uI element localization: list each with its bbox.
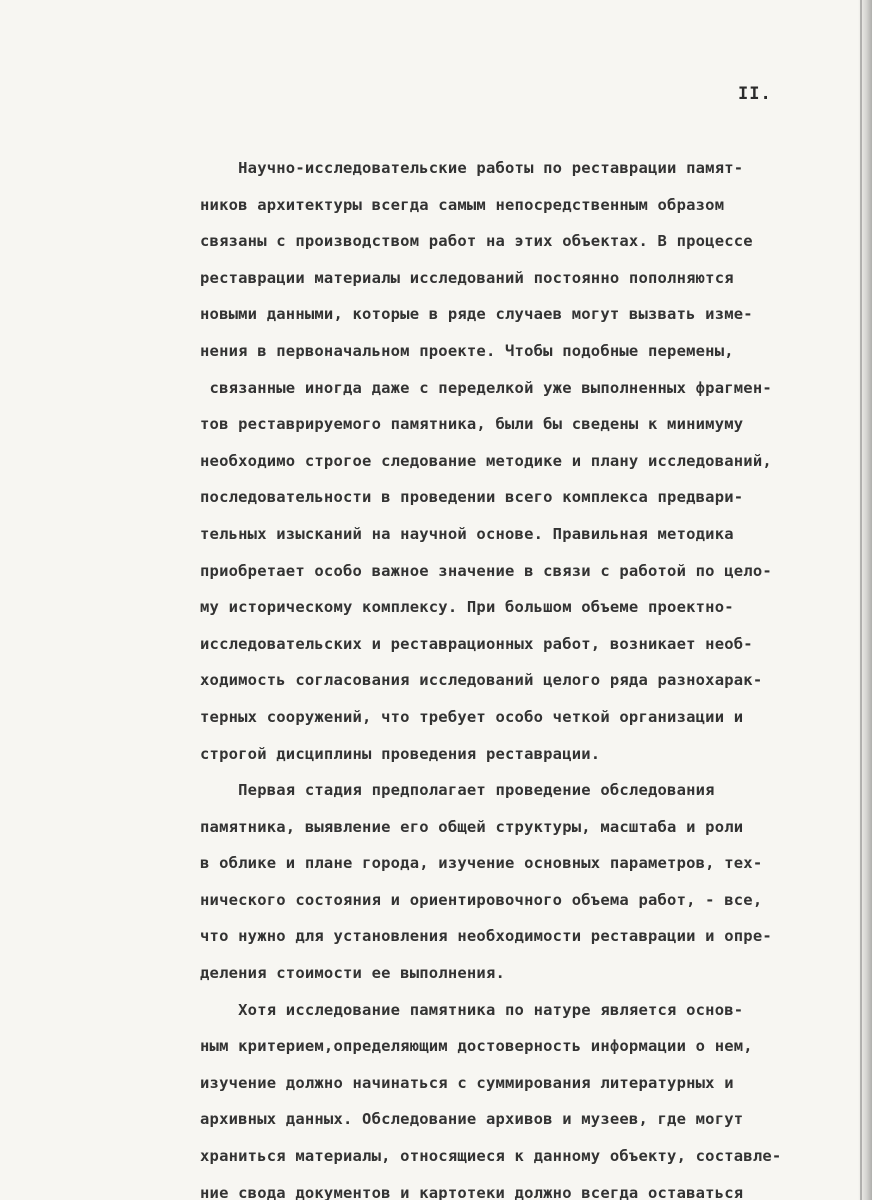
page-edge-line: [860, 0, 862, 1200]
text-line: необходимо строгое следование методике и плану исследований,: [200, 451, 772, 470]
text-line: му историческому комплексу. При большом объеме проектно-: [200, 598, 734, 617]
text-line: ходимость согласования исследований целого ряда разнохарак-: [200, 671, 763, 690]
text-line: памятника, выявление его общей структуры, масштаба и роли: [200, 817, 744, 836]
text-line: последовательности в проведении всего комплекса предвари-: [200, 488, 744, 507]
text-line: изучение должно начинаться с суммирования литературных и: [200, 1073, 734, 1092]
text-line: нического состояния и ориентировочного объема работ, - все,: [200, 890, 763, 909]
text-line: реставрации материалы исследований постоянно пополняются: [200, 268, 734, 287]
text-line: архивных данных. Обследование архивов и музеев, где могут: [200, 1110, 744, 1129]
text-line: в облике и плане города, изучение основных параметров, тех-: [200, 854, 763, 873]
text-line: Первая стадия предполагает проведение обследования: [200, 781, 715, 800]
text-line: Хотя исследование памятника по натуре является основ-: [200, 1000, 744, 1019]
text-line: тельных изысканий на научной основе. Правильная методика: [200, 524, 734, 543]
text-line: связанные иногда даже с переделкой уже выполненных фрагмен-: [200, 378, 772, 397]
text-line: ников архитектуры всегда самым непосредственным образом: [200, 195, 725, 214]
text-line: терных сооружений, что требует особо четкой организации и: [200, 707, 744, 726]
text-line: приобретает особо важное значение в связи с работой по цело-: [200, 561, 772, 580]
text-line: Научно-исследовательские работы по реставрации памят-: [200, 159, 744, 177]
text-line: строгой дисциплины проведения реставрации.: [200, 744, 601, 763]
text-line: нения в первоначальном проекте. Чтобы подобные перемены,: [200, 341, 734, 360]
text-line: тов реставрируемого памятника, были бы сведены к минимуму: [200, 415, 744, 434]
text-line: новыми данными, которые в ряде случаев могут вызвать изме-: [200, 305, 753, 324]
text-line: деления стоимости ее выполнения.: [200, 964, 506, 983]
text-line: ние свода документов и картотеки должно всегда оставаться: [200, 1183, 744, 1200]
text-line: связаны с производством работ на этих объектах. В процессе: [200, 232, 753, 251]
text-line: ным критерием,определяющим достоверность информации о нем,: [200, 1037, 753, 1056]
page-number: II.: [738, 84, 772, 104]
text-line: что нужно для установления необходимости реставрации и опре-: [200, 927, 772, 946]
text-line: исследовательских и реставрационных работ, возникает необ-: [200, 634, 753, 653]
text-line: храниться материалы, относящиеся к данному объекту, составле-: [200, 1147, 782, 1166]
body-text: [200, 150, 840, 1200]
